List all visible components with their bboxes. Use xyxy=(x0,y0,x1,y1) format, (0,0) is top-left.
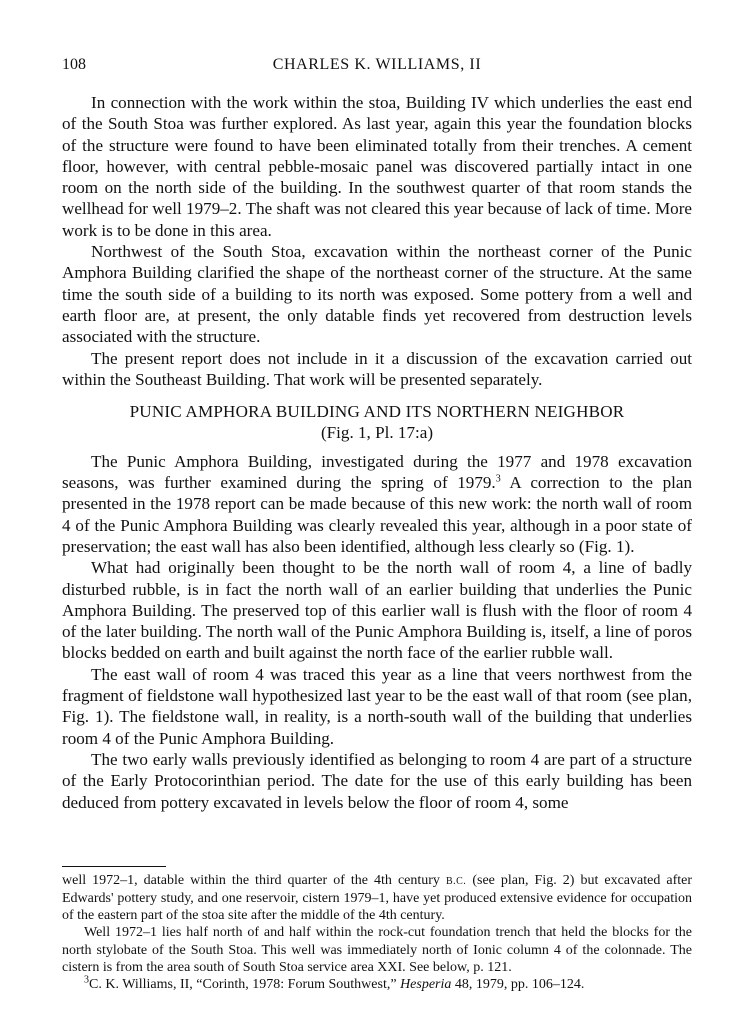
paragraph-southeast-building: The present report does not include in it a discussion of the excavation carried out within the Southeast Building. That work will be presented separately. xyxy=(62,348,692,389)
paragraph-text: The Punic Amphora Building, investigated during the 1977 and 1978 excavation seasons, was further examined during the spring of 1979. xyxy=(62,451,692,493)
footnote-3 xyxy=(62,976,692,993)
footnote-number: 3 xyxy=(84,974,89,986)
page xyxy=(62,56,692,993)
paragraph-punic-amphora xyxy=(62,451,692,557)
footnote-rule xyxy=(62,866,166,867)
paragraph-northwest: Northwest of the South Stoa, excavation within the northeast corner of the Punic Amphora Building clarified the shape of the northeast corner of the structure. At the same time the south side of a building to its north was exposed. Some pottery from a well and earth floor are, at present, the only datable finds yet recovered from destruction levels associated with the structure. xyxy=(62,242,692,347)
era-abbreviation: B.C. xyxy=(445,875,467,887)
footnote-text: (see plan, Fig. 2) but excavated after Edwards' pottery study, and one reservoir, cistern 1979–1, have yet produced extensive evidence for occupation of the eastern part of the stoa site after the middle of the 4th century. xyxy=(62,872,692,924)
footnote-reference[interactable]: 3 xyxy=(495,473,501,485)
section-heading: PUNIC AMPHORA BUILDING AND ITS NORTHERN NEIGHBOR xyxy=(129,402,625,422)
section-subheading: (Fig. 1, Pl. 17:a) xyxy=(320,423,434,443)
paragraph-east-wall: The east wall of room 4 was traced this year as a line that veers northwest from the fragment of fieldstone wall hypothesized last year to be the east wall of that room (see plan, Fig. 1). The fieldstone wall, in reality, is a north-south wall of the building that underlies room 4 of the Punic Amphora Building. xyxy=(62,664,692,748)
footnote-text: 48, 1979, pp. 106–124. xyxy=(451,977,585,993)
footnote-continuation xyxy=(62,872,692,925)
footnote-well-note: Well 1972–1 lies half north of and half within the rock-cut foundation trench that held the blocks for the north stylobate of the South Stoa. This well was immediately north of Ionic column 4 of the colonnade. The cistern is from the area south of South Stoa service area XXI. See below, p. 121. xyxy=(62,925,692,975)
footnotes xyxy=(62,866,692,993)
running-title: CHARLES K. WILLIAMS, II xyxy=(272,56,482,73)
paragraph-north-wall: What had originally been thought to be the north wall of room 4, a line of badly disturbed rubble, is in fact the north wall of an earlier building that underlies the Punic Amphora Building. The preserved top of this earlier wall is flush with the floor of room 4 of the later building. The north wall of the Punic Amphora Building is, itself, a line of poros blocks bedded on earth and built against the north face of the earlier rubble wall. xyxy=(62,558,692,663)
article-body xyxy=(62,92,692,813)
footnote-text: C. K. Williams, II, “Corinth, 1978: Forum Southwest,” xyxy=(89,977,401,993)
paragraph-text: A correction to the plan presented in the 1978 report can be made because of this new work: the north wall of room 4 of the Punic Amphora Building was clearly revealed this year, although in a poor state of preservation; the east wall has also been identified, although less clearly so (Fig. 1). xyxy=(62,473,693,556)
paragraph-early-walls: The two early walls previously identified as belonging to room 4 are part of a structure of the Early Protocorinthian period. The date for the use of this early building has been deduced from pottery excavated in levels below the floor of room 4, some xyxy=(62,749,692,812)
running-header xyxy=(62,56,692,78)
journal-title: Hesperia xyxy=(400,977,452,993)
page-number: 108 xyxy=(62,56,86,73)
paragraph-building-iv: In connection with the work within the stoa, Building IV which underlies the east end of the South Stoa was further explored. As last year, again this year the foundation blocks of the structure were found to have been eliminated totally from their trenches. A cement floor, however, with central pebble-mosaic panel was discovered partially intact in one room on the north side of the building. In the southwest quarter of that room stands the wellhead for well 1979–2. The shaft was not cleared this year because of lack of time. More work is to be done in this area. xyxy=(62,93,692,240)
footnote-text: well 1972–1, datable within the third quarter of the 4th century xyxy=(62,872,446,888)
